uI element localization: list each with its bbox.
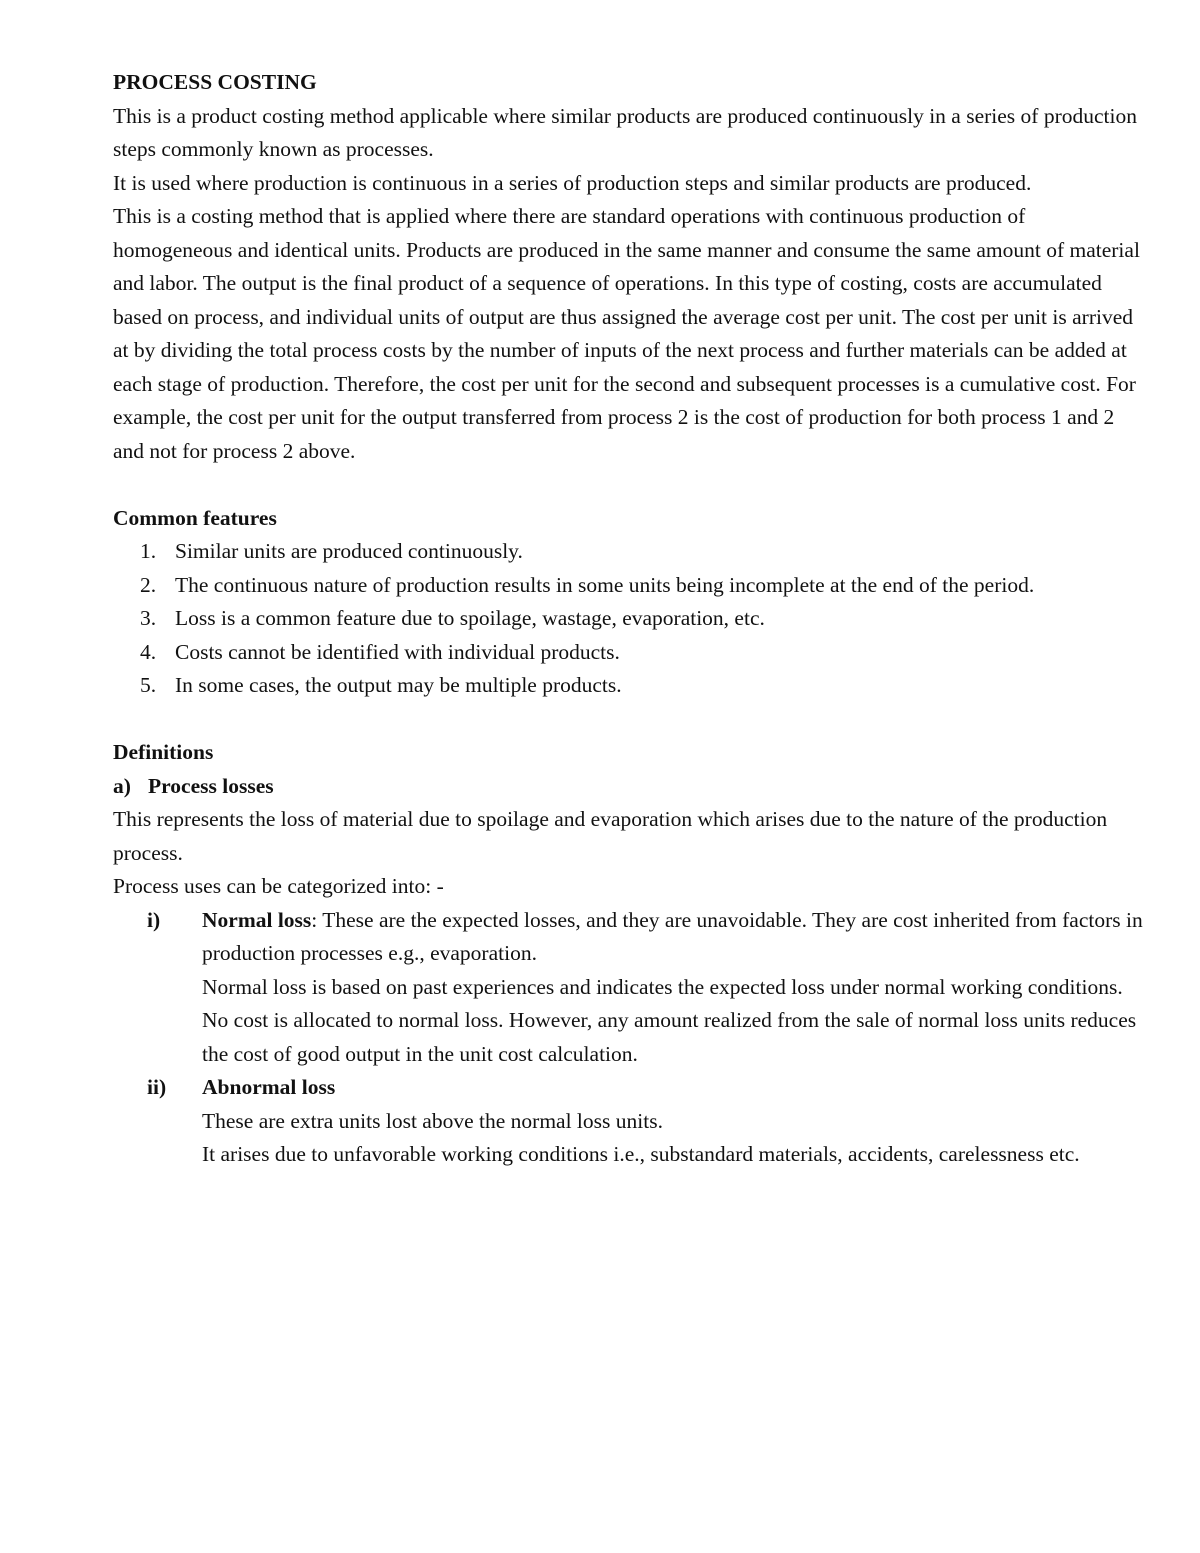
list-item-text: Costs cannot be identified with individual products. [175,639,620,664]
abnormal-loss-term: Abnormal loss [202,1075,336,1099]
sub-heading-marker: a) [113,773,131,798]
list-number: 1. [140,539,157,563]
intro-paragraph-2: It is used where production is continuous in a series of production steps and similar products are produced. [113,170,1032,195]
process-losses-description: This represents the loss of material due to spoilage and evaporation which arises due to the nature of the production process. [113,807,1108,865]
list-marker: ii) [147,1075,167,1099]
normal-loss-text: : These are the expected losses, and they are unavoidable. They are cost inherited from factors in production processes e.g., evaporation. [202,907,1143,965]
normal-loss-term: Normal loss [202,907,312,932]
list-item-normal-loss [113,904,1145,1072]
list-item-text: Loss is a common feature due to spoilage, wastage, evaporation, etc. [175,606,765,630]
normal-loss-paragraph [202,904,1145,971]
abnormal-loss-paragraph-1: These are extra units lost above the normal loss units. [202,1108,663,1133]
list-marker: i) [147,907,161,932]
list-item-text: Similar units are produced continuously. [175,539,523,563]
list-number: 3. [140,606,157,630]
spacer [113,703,1145,737]
list-item-text: In some cases, the output may be multiple products. [175,673,622,697]
abnormal-loss-paragraph-2: It arises due to unfavorable working conditions i.e., substandard materials, accidents, carelessness etc. [202,1142,1080,1166]
document-title: PROCESS COSTING [113,70,317,94]
list-number: 5. [140,673,157,697]
sub-heading-text: Process losses [148,773,274,798]
loss-types-list [113,904,1145,1172]
list-item [113,569,1145,603]
definitions-heading: Definitions [113,740,214,764]
intro-paragraph-3: This is a costing method that is applied where there are standard operations with continuous production of homogeneous and identical units. Products are produced in the same manner and consume the same amount of material and labor. The output is the final product of a sequence of operations. In this type of costing, costs are accumulated based on process, and individual units of output are thus assigned the average cost per unit. The cost per unit is arrived at by dividing the total process costs by the number of inputs of the next process and further materials can be added at each stage of production. Therefore, the cost per unit for the second and subsequent processes is a cumulative cost. For example, the cost per unit for the output transferred from process 2 is the cost of production for both process 1 and 2 and not for process 2 above. [113,204,1140,463]
spacer [113,468,1145,502]
features-list [113,535,1145,703]
list-item-abnormal-loss [113,1071,1145,1172]
intro-paragraph-1: This is a product costing method applicable where similar products are produced continuously in a series of production steps commonly known as processes. [113,103,1137,161]
list-item [113,669,1145,703]
categorized-line: Process uses can be categorized into: - [113,874,444,898]
normal-loss-paragraph-2: Normal loss is based on past experiences and indicates the expected loss under normal working conditions. [202,974,1123,999]
features-heading: Common features [113,505,277,530]
list-item [113,602,1145,636]
list-item-text: The continuous nature of production results in some units being incomplete at the end of the period. [175,572,1035,597]
list-item [113,636,1145,670]
list-number: 2. [140,572,157,597]
normal-loss-paragraph-3: No cost is allocated to normal loss. However, any amount realized from the sale of normal loss units reduces the cost of good output in the unit cost calculation. [202,1008,1137,1066]
process-losses-heading [113,770,1145,804]
list-item [113,535,1145,569]
document-page [113,66,1145,1172]
list-number: 4. [140,639,157,664]
